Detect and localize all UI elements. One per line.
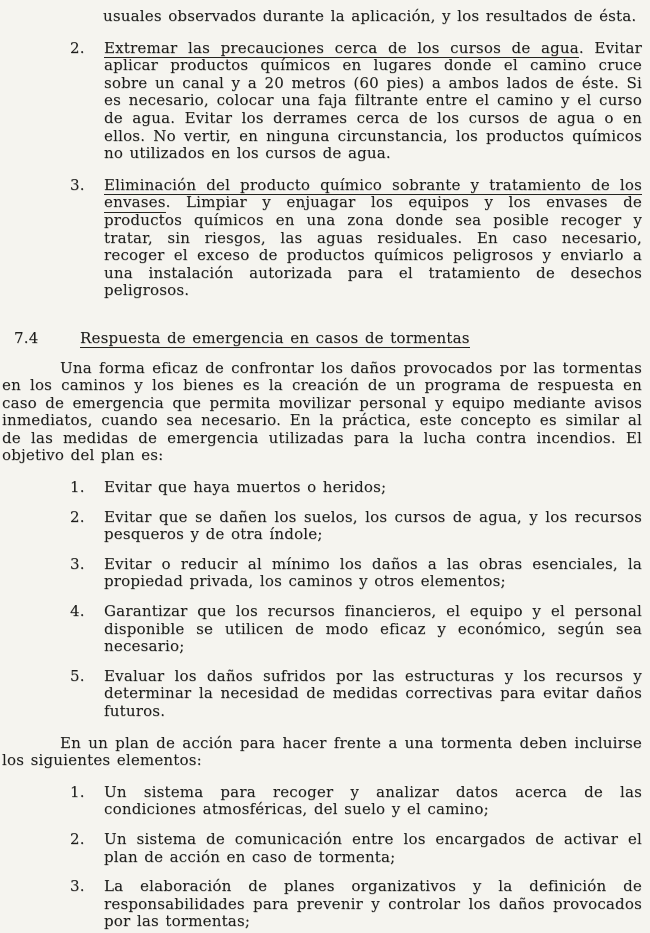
list-item-body: . Limpiar y enjuagar los equipos y los envases de productos químicos en una zona donde sea posible recoger y tratar, sin riesgos, las aguas residuales. En caso necesario, recoger el exceso de productos químicos peligrosos y enviarlo a una instalación autorizada para el tratamiento de desechos peligrosos.	[104, 193, 642, 300]
list-item-text: Evitar que se dañen los suelos, los cursos de agua, y los recursos pesqueros y de otra índole;	[104, 507, 642, 544]
list-item-number: 2.	[70, 829, 85, 848]
list-item-text: Garantizar que los recursos financieros, el equipo y el personal disponible se utilicen de modo eficaz y económico, según sea necesario;	[104, 602, 642, 656]
list-item	[70, 479, 642, 497]
underlined-lead: Extremar las precauciones cerca de los cursos de agua	[104, 38, 579, 57]
list-item	[70, 878, 642, 931]
list-item-number: 5.	[70, 666, 85, 685]
list-item	[70, 177, 642, 300]
list-item-text: Un sistema para recoger y analizar datos acerca de las condiciones atmosféricas, del suelo y el camino;	[104, 782, 642, 819]
list-item-body: . Evitar aplicar productos químicos en lugares donde el camino cruce sobre un canal y a 20 metros (60 pies) a ambos lados de éste. Si es necesario, colocar una faja filtrante entre el camino y el curso de agua. Evitar los derrames cerca de los cursos de agua o en ellos. No vertir, en ninguna circunstancia, los productos químicos no utilizados en los cursos de agua.	[104, 38, 642, 163]
list-item-number: 3.	[70, 877, 85, 896]
section-title: Respuesta de emergencia en casos de tormentas	[80, 328, 470, 347]
section-heading	[14, 330, 642, 348]
list-item-number: 1.	[70, 478, 85, 497]
list-item-number: 3.	[70, 554, 85, 573]
list-item-number: 2.	[70, 38, 85, 57]
list-item-text	[104, 40, 642, 163]
list-item	[70, 556, 642, 591]
list-item-text: Evitar o reducir al mínimo los daños a las obras esenciales, la propiedad privada, los caminos y otros elementos;	[104, 554, 642, 591]
list-item-text: Evitar que haya muertos o heridos;	[104, 478, 387, 497]
list-item	[70, 40, 642, 163]
list-item-number: 3.	[70, 175, 85, 194]
paragraph-storm-response: Una forma eficaz de confrontar los daños provocados por las tormentas en los caminos y los bienes es la creación de un programa de respuesta en caso de emergencia que permita movilizar personal y equipo mediante avisos inmediatos, cuando sea necesario. En la práctica, este concepto es similar al de las medidas de emergencia utilizadas para la lucha contra incendios. El objetivo del plan es:	[2, 358, 642, 465]
list-item-text: Evaluar los daños sufridos por las estructuras y los recursos y determinar la necesidad de medidas correctivas para evitar daños futuros.	[104, 666, 642, 720]
list-item	[70, 831, 642, 866]
list-item-number: 2.	[70, 507, 85, 526]
list-item-number: 1.	[70, 782, 85, 801]
list-item	[70, 509, 642, 544]
list-item-text: Un sistema de comunicación entre los encargados de activar el plan de acción en caso de tormenta;	[104, 829, 642, 866]
list-item	[70, 603, 642, 656]
section-number: 7.4	[14, 328, 39, 347]
list-item-text: La elaboración de planes organizativos y la definición de responsabilidades para prevenir y controlar los daños provocados por las tormentas;	[104, 877, 642, 931]
list-item-text	[104, 177, 642, 300]
list-item	[70, 668, 642, 721]
paragraph-action-plan: En un plan de acción para hacer frente a una tormenta deben incluirse los siguientes elementos:	[2, 733, 642, 770]
list-item-number: 4.	[70, 602, 85, 621]
underlined-lead: Eliminación del producto químico sobrante y tratamiento de los envases	[104, 175, 642, 212]
list-item	[70, 784, 642, 819]
paragraph-continuation: usuales observados durante la aplicación, y los resultados de ésta.	[103, 7, 637, 25]
